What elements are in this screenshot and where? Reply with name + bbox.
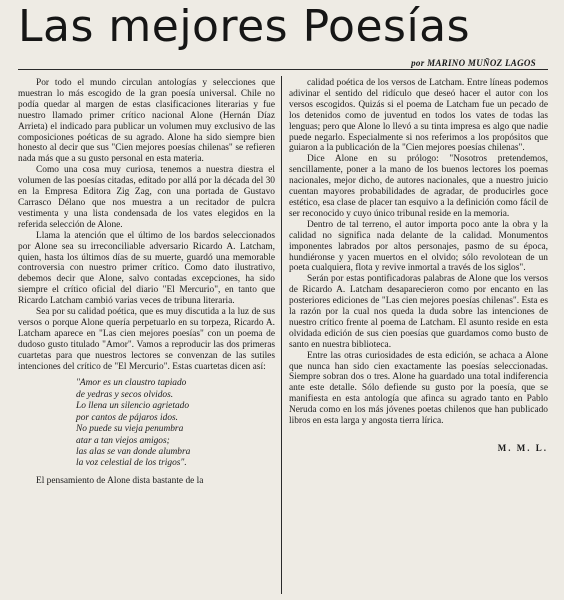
poem-line: la voz celestial de los trigos". — [76, 458, 187, 469]
author-signature: M. M. L. — [497, 443, 548, 453]
poem-line: atar a tan viejos amigos; — [76, 435, 170, 446]
paragraph: Sea por su calidad poética, que es muy discutida a la luz de sus versos o porque Alone quería perpetuarlo en su torpeza, Ricardo A. Latcham aparece en "Las cien mejores poesías" con un poema de dudoso gusto titulado "Amor". Vamos a reproducir las dos primeras cuartetas para que nuestros lectores se convenzan de las sutiles intenciones del crítico de "El Mercurio". Estas cuartetas dicen así: — [18, 307, 275, 372]
paragraph: Dentro de tal terreno, el autor importa poco ante la obra y la calidad no significa nada delante de la calidad. Monumentos imponentes labrados por altos personajes, pasmo de su época, hundiéronse y yacen muertos en el olvido; sólo revolotean de un poeta cualquiera, flota y revive inmortal a través de los siglos". — [289, 219, 548, 274]
poem-line: de yedras y secos olvidos. — [76, 389, 174, 400]
paragraph: Serán por estas pontificadoras palabras de Alone que los versos de Ricardo A. Latcham desaparecieron como por encanto en las posteriores ediciones de "Las cien mejores poesías chilenas". Esta es la razón por la cual nos queda la duda sobre las intenciones de nuestro crítico frente al poema de Latcham. El asunto reside en esta olvidada edición de sus cien poesías que guardamos como busto de santo en nuestra biblioteca. — [289, 274, 548, 350]
paragraph: Entre las otras curiosidades de esta edición, se achaca a Alone que nunca han sido cien exactamente las poesías seleccionadas. Siempre sobran dos o tres. Alone ha guardado una total indiferencia ante este detalle. Sólo defiende su gusto por la poesía, que se manifiesta en esta antología que afinca su agrado tanto en Pablo Neruda como en los más jóvenes poetas chilenos que han publicado libros en esta larga y angosta tierra lírica. — [289, 350, 548, 427]
paragraph: Como una cosa muy curiosa, tenemos a nuestra diestra el volumen de las poesías citadas, editado por allá por la década del 30 en la Empresa Editora Zig Zag, con una portada de Gustavo Carrasco Délano que nos muestra a un recitador de pulcra vestimenta y una lista condensada de los vates elegidos en la referida selección de Alone. — [18, 165, 275, 230]
poem-line: "Amor es un claustro tapiado — [76, 378, 187, 389]
poem-line: por cantos de pájaros idos. — [76, 412, 178, 423]
right-column — [289, 78, 548, 454]
paragraph: El pensamiento de Alone dista bastante de la — [36, 475, 204, 486]
paragraph: Por todo el mundo circulan antologías y selecciones que muestran lo más escogido de la gran poesía universal. Chile no podía quedar al margen de estas clasificaciones literarias y fue nuestro llamado primer crítico nacional Alone (Hernán Díaz Arrieta) el indicado para publicar un volumen muy exclusivo de las composiciones poéticas de su agrado. Alone ha sido siempre bien honesto al decir que sus "Cien mejores poesías chilenas" se refieren nada más que a su gusto personal en esta materia. — [18, 78, 275, 165]
poem-quote — [76, 378, 275, 469]
poem-line: No puede su vieja penumbra — [76, 424, 184, 435]
left-column — [18, 78, 275, 487]
title-rule — [18, 69, 548, 70]
paragraph: calidad poética de los versos de Latcham. Entre líneas podemos adivinar el sentido del ridículo que deseó hacer el autor con los versos escogidos. Quizás si el poema de Latcham fue un pecado de los detenidos como de juventud en todos los vates de todas las lenguas; pero que Alone lo llevó a su tinta impresa es algo que nadie puede negarlo. Especialmente si nos referimos a los propósitos que guiaron a la publicación de la "Cien mejores poesías chilenas". — [289, 78, 548, 154]
byline: por MARINO MUÑOZ LAGOS — [411, 58, 536, 68]
article-title: Las mejores Poesías — [18, 1, 471, 52]
poem-line: Lo llena un silencio agrietado — [76, 401, 190, 412]
paragraph: Dice Alone en su prólogo: "Nosotros pretendemos, sencillamente, poner a la mano de los buenos lectores los poemas nacionales, mejor dicho, de autores nacionales, que a nuestro juicio cuentan mayores probabilidades de agradar, de producirles goce estético, esa clase de placer tan esquivo a la definición como fácil de ser reconocido y cuyo único tribunal reside en la memoria. — [289, 154, 548, 219]
paragraph: Llama la atención que el último de los bardos seleccionados por Alone sea su irreconciliable adversario Ricardo A. Latcham, quien, hasta los últimos días de su muerte, guardó una memorable controversia con nuestro primer crítico. Como dato ilustrativo, debemos decir que Alone, salvo contadas excepciones, ha sido siempre el crítico oficial del diario "El Mercurio", en tanto que Ricardo Latcham cambió varias veces de tribuna literaria. — [18, 230, 275, 307]
column-divider — [281, 76, 282, 594]
poem-line: las alas se van donde alumbra — [76, 446, 191, 457]
